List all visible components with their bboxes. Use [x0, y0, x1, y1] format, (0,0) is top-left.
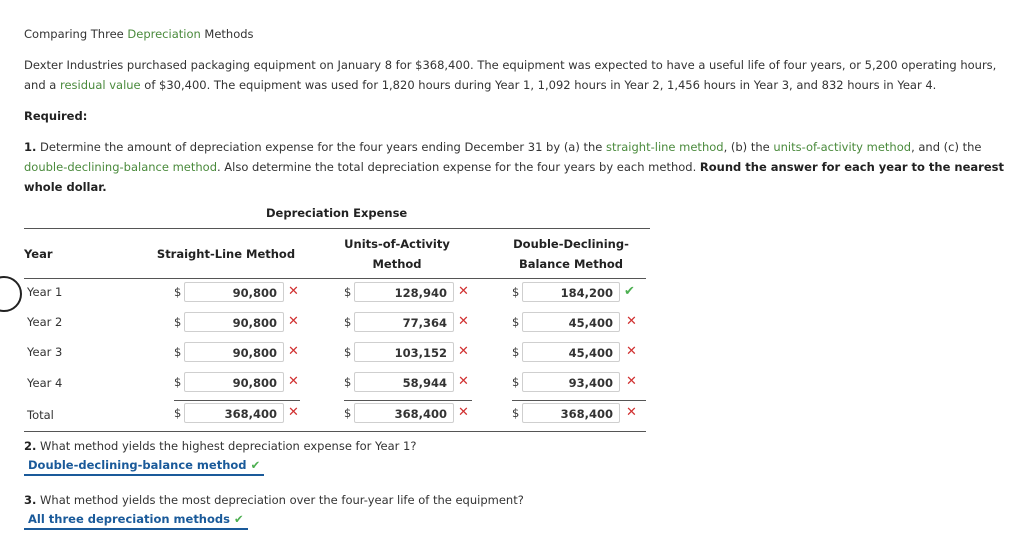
- incorrect-icon: ✕: [288, 344, 299, 359]
- row-label: Total: [27, 408, 54, 422]
- currency-symbol: $: [344, 406, 352, 420]
- units-of-activity-input[interactable]: 128,940: [354, 282, 454, 302]
- incorrect-icon: ✕: [458, 314, 469, 329]
- q2-answer-select[interactable]: [24, 458, 264, 476]
- currency-symbol: $: [344, 315, 352, 329]
- currency-symbol: $: [174, 285, 182, 299]
- units-of-activity-input[interactable]: 77,364: [354, 312, 454, 332]
- table-title: Depreciation Expense: [266, 206, 408, 220]
- q3-text: What method yields the most depreciation over the four-year life of the equipment?: [36, 493, 524, 507]
- row-label: Year 1: [27, 285, 63, 299]
- currency-symbol: $: [344, 375, 352, 389]
- currency-symbol: $: [512, 375, 520, 389]
- units-of-activity-input[interactable]: 103,152: [354, 342, 454, 362]
- title-text: Comparing Three: [24, 27, 128, 41]
- q1-text: Determine the amount of depreciation expense for the four years ending December 31 by (a) the: [36, 140, 607, 154]
- ddb-total-input[interactable]: 368,400: [522, 403, 620, 423]
- straight-line-input[interactable]: 90,800: [184, 342, 284, 362]
- col-header-straight-line: Straight-Line Method: [156, 247, 296, 261]
- intro-line-1: Dexter Industries purchased packaging equipment on January 8 for $368,400. The equipment was expected to have a useful life of four years, or 5,200 operating hours,: [24, 58, 997, 72]
- depreciation-link[interactable]: Depreciation: [127, 27, 201, 41]
- required-label: Required:: [24, 109, 88, 123]
- incorrect-icon: ✕: [626, 405, 637, 420]
- table-bottom-rule: [24, 431, 646, 432]
- straight-line-total-input[interactable]: 368,400: [184, 403, 284, 423]
- col-header-ddb-line1: Double-Declining-: [513, 237, 629, 251]
- straight-line-input[interactable]: 90,800: [184, 312, 284, 332]
- intro-text: and a: [24, 78, 60, 92]
- incorrect-icon: ✕: [458, 284, 469, 299]
- ddb-link[interactable]: double-declining-balance method: [24, 160, 217, 174]
- intro-text-end: of $30,400. The equipment was used for 1,820 hours during Year 1, 1,092 hours in Year 2, 1,456 hours in Year 3, and 832 hours in Year 4.: [140, 78, 937, 92]
- q1-text-3: , and (c) the: [911, 140, 982, 154]
- title-text-suffix: Methods: [200, 27, 254, 41]
- residual-value-link[interactable]: residual value: [60, 78, 141, 92]
- page-title: [24, 24, 1014, 44]
- ddb-input[interactable]: 45,400: [522, 342, 620, 362]
- units-of-activity-total-input[interactable]: 368,400: [354, 403, 454, 423]
- q2-number: 2.: [24, 439, 37, 453]
- total-rule-ddb: [512, 400, 646, 401]
- required-heading: [24, 106, 1014, 126]
- units-of-activity-link[interactable]: units-of-activity method: [773, 140, 912, 154]
- q1-line-2: [24, 157, 1014, 177]
- q1-text-2: , (b) the: [723, 140, 774, 154]
- col-header-ddb: [498, 234, 644, 274]
- incorrect-icon: ✕: [626, 314, 637, 329]
- q1-line-3: [24, 177, 1014, 197]
- currency-symbol: $: [174, 406, 182, 420]
- correct-check-icon: ✔: [250, 458, 261, 472]
- currency-symbol: $: [512, 345, 520, 359]
- currency-symbol: $: [174, 375, 182, 389]
- col-header-year: Year: [24, 247, 53, 261]
- incorrect-icon: ✕: [458, 374, 469, 389]
- q3-number: 3.: [24, 493, 37, 507]
- progress-circle-indicator: [0, 276, 22, 312]
- row-label: Year 4: [27, 376, 63, 390]
- incorrect-icon: ✕: [288, 405, 299, 420]
- q3-answer-select[interactable]: [24, 512, 248, 530]
- question-2: [24, 436, 1014, 456]
- row-label: Year 3: [27, 345, 63, 359]
- incorrect-icon: ✕: [626, 374, 637, 389]
- ddb-input[interactable]: 184,200: [522, 282, 620, 302]
- incorrect-icon: ✕: [458, 405, 469, 420]
- question-3: [24, 490, 1014, 510]
- currency-symbol: $: [512, 285, 520, 299]
- straight-line-input[interactable]: 90,800: [184, 282, 284, 302]
- currency-symbol: $: [344, 285, 352, 299]
- table-header-rule: [24, 278, 646, 279]
- incorrect-icon: ✕: [458, 344, 469, 359]
- currency-symbol: $: [512, 315, 520, 329]
- row-label: Year 2: [27, 315, 63, 329]
- q1-number: 1.: [24, 140, 37, 154]
- intro-line-2: [24, 75, 1014, 95]
- ddb-input[interactable]: 45,400: [522, 312, 620, 332]
- col-header-ua-line1: Units-of-Activity: [344, 237, 450, 251]
- currency-symbol: $: [344, 345, 352, 359]
- straight-line-link[interactable]: straight-line method: [606, 140, 724, 154]
- col-header-ddb-line2: Balance Method: [518, 257, 624, 271]
- q1-text-4: . Also determine the total depreciation expense for the four years by each method.: [217, 160, 700, 174]
- question-1: [24, 137, 1014, 197]
- currency-symbol: $: [174, 345, 182, 359]
- incorrect-icon: ✕: [288, 374, 299, 389]
- correct-check-icon: ✔: [624, 284, 635, 299]
- incorrect-icon: ✕: [288, 314, 299, 329]
- q1-instruction-2: whole dollar.: [24, 180, 107, 194]
- q1-instruction: Round the answer for each year to the nearest: [699, 160, 1004, 174]
- incorrect-icon: ✕: [626, 344, 637, 359]
- straight-line-input[interactable]: 90,800: [184, 372, 284, 392]
- ddb-input[interactable]: 93,400: [522, 372, 620, 392]
- q3-answer-value: All three depreciation methods: [28, 512, 230, 526]
- currency-symbol: $: [174, 315, 182, 329]
- q2-answer-value: Double-declining-balance method: [28, 458, 247, 472]
- col-header-units-of-activity: [324, 234, 470, 274]
- currency-symbol: $: [512, 406, 520, 420]
- intro-paragraph: [24, 55, 1014, 95]
- col-header-ua-line2: Method: [372, 257, 422, 271]
- incorrect-icon: ✕: [288, 284, 299, 299]
- correct-check-icon: ✔: [234, 512, 244, 526]
- q1-line-1: [24, 137, 1014, 157]
- total-rule-sl: [174, 400, 300, 401]
- total-rule-ua: [344, 400, 472, 401]
- units-of-activity-input[interactable]: 58,944: [354, 372, 454, 392]
- q2-text: What method yields the highest depreciation expense for Year 1?: [36, 439, 417, 453]
- table-top-rule: [24, 228, 650, 229]
